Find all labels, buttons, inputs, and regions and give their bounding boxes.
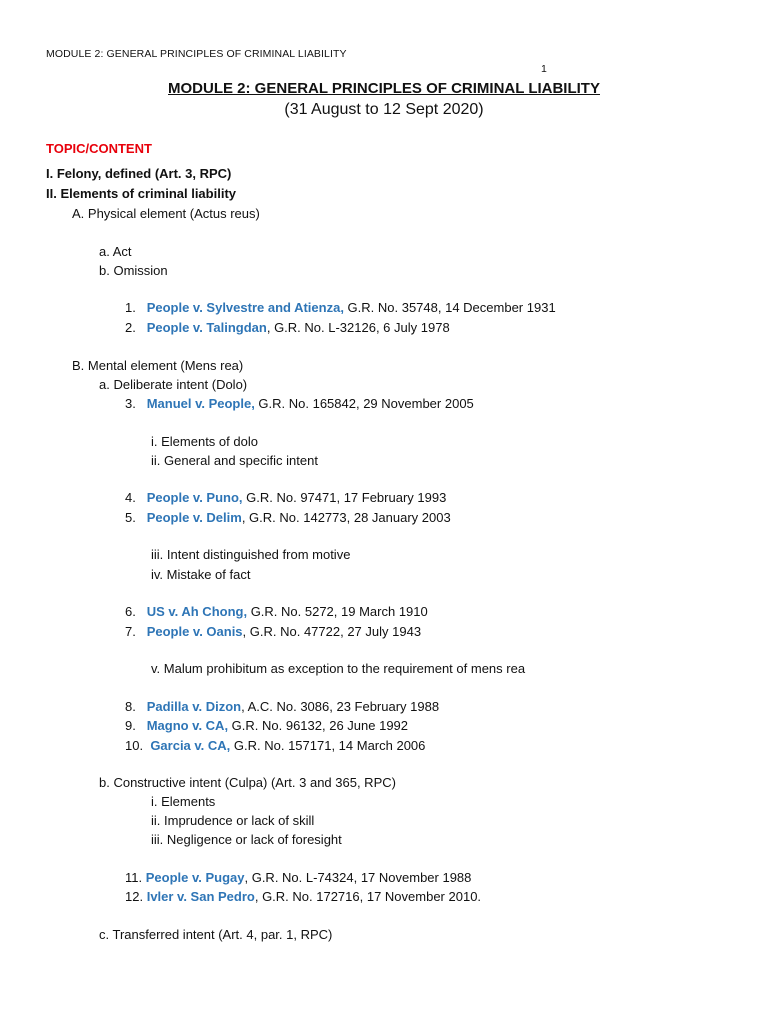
case-citation: [125, 624, 421, 640]
case-citation: [125, 490, 446, 506]
outline-item-negligence: iii. Negligence or lack of foresight: [151, 832, 342, 847]
case-reference: G.R. No. 97471, 17 February 1993: [242, 490, 447, 505]
case-number: 10.: [125, 738, 144, 753]
case-citation: [125, 604, 428, 620]
case-name-link[interactable]: Magno v. CA,: [146, 718, 229, 733]
case-name-link[interactable]: Ivler v. San Pedro: [146, 889, 255, 904]
case-citation: [125, 396, 474, 412]
outline-item-culpa-elements: i. Elements: [151, 794, 216, 809]
case-reference: , G.R. No. L-32126, 6 July 1978: [266, 320, 450, 335]
case-name-link[interactable]: Manuel v. People,: [146, 396, 255, 411]
outline-item-mistake-of-fact: iv. Mistake of fact: [151, 567, 251, 582]
case-reference: , G.R. No. 142773, 28 January 2003: [241, 510, 451, 525]
case-number: 5.: [125, 510, 136, 525]
outline-item-elements-of-dolo: i. Elements of dolo: [151, 434, 258, 449]
case-citation: [125, 718, 408, 734]
section-heading: TOPIC/CONTENT: [46, 141, 152, 156]
outline-item-dolo: a. Deliberate intent (Dolo): [99, 377, 248, 392]
case-reference: G.R. No. 5272, 19 March 1910: [247, 604, 428, 619]
case-name-link[interactable]: People v. Oanis: [146, 624, 243, 639]
outline-item-mental: B. Mental element (Mens rea): [72, 358, 244, 373]
case-number: 2.: [125, 320, 136, 335]
case-citation: [125, 300, 556, 316]
case-name-link[interactable]: US v. Ah Chong,: [146, 604, 248, 619]
case-name-link[interactable]: Padilla v. Dizon: [146, 699, 242, 714]
outline-item-transferred-intent: c. Transferred intent (Art. 4, par. 1, RPC): [99, 927, 333, 942]
case-number: 1.: [125, 300, 136, 315]
case-number: 3.: [125, 396, 136, 411]
case-number: 12.: [125, 889, 144, 904]
outline-item-imprudence: ii. Imprudence or lack of skill: [151, 813, 315, 828]
case-number: 8.: [125, 699, 136, 714]
case-citation: [125, 320, 450, 336]
case-reference: , A.C. No. 3086, 23 February 1988: [241, 699, 440, 714]
page-title: [0, 80, 768, 97]
case-number: 11.: [125, 870, 143, 885]
case-reference: , G.R. No. 172716, 17 November 2010.: [254, 889, 482, 904]
date-range: (31 August to 12 Sept 2020): [284, 101, 484, 118]
case-number: 6.: [125, 604, 136, 619]
case-reference: G.R. No. 157171, 14 March 2006: [230, 738, 426, 753]
case-citation: [125, 889, 481, 905]
outline-item-act: a. Act: [99, 244, 132, 259]
case-name-link[interactable]: People v. Talingdan: [146, 320, 267, 335]
case-number: 4.: [125, 490, 136, 505]
case-reference: G.R. No. 165842, 29 November 2005: [254, 396, 474, 411]
outline-item-felony: I. Felony, defined (Art. 3, RPC): [46, 166, 232, 181]
outline-item-intent-motive: iii. Intent distinguished from motive: [151, 547, 351, 562]
case-reference: G.R. No. 35748, 14 December 1931: [343, 300, 556, 315]
case-citation: [125, 738, 425, 754]
case-name-link[interactable]: People v. Delim: [146, 510, 242, 525]
case-reference: G.R. No. 96132, 26 June 1992: [228, 718, 409, 733]
outline-item-omission: b. Omission: [99, 263, 168, 278]
case-reference: , G.R. No. 47722, 27 July 1943: [242, 624, 422, 639]
case-name-link[interactable]: Garcia v. CA,: [150, 738, 231, 753]
case-reference: , G.R. No. L-74324, 17 November 1988: [244, 870, 472, 885]
case-name-link[interactable]: People v. Sylvestre and Atienza,: [146, 300, 344, 315]
case-citation: [125, 870, 471, 886]
outline-item-malum-prohibitum: v. Malum prohibitum as exception to the requirement of mens rea: [151, 661, 526, 676]
outline-item-general-specific: ii. General and specific intent: [151, 453, 318, 468]
title-text: MODULE 2: GENERAL PRINCIPLES OF CRIMINAL LIABILITY: [168, 80, 600, 97]
case-name-link[interactable]: People v. Pugay: [145, 870, 245, 885]
running-header: MODULE 2: GENERAL PRINCIPLES OF CRIMINAL LIABILITY: [46, 48, 347, 60]
outline-item-physical: A. Physical element (Actus reus): [72, 206, 260, 221]
outline-item-elements: II. Elements of criminal liability: [46, 186, 236, 201]
case-number: 9.: [125, 718, 136, 733]
case-number: 7.: [125, 624, 136, 639]
case-citation: [125, 699, 439, 715]
outline-item-culpa: b. Constructive intent (Culpa) (Art. 3 and 365, RPC): [99, 775, 396, 790]
case-citation: [125, 510, 451, 526]
page-number: 1: [541, 63, 547, 75]
case-name-link[interactable]: People v. Puno,: [146, 490, 243, 505]
